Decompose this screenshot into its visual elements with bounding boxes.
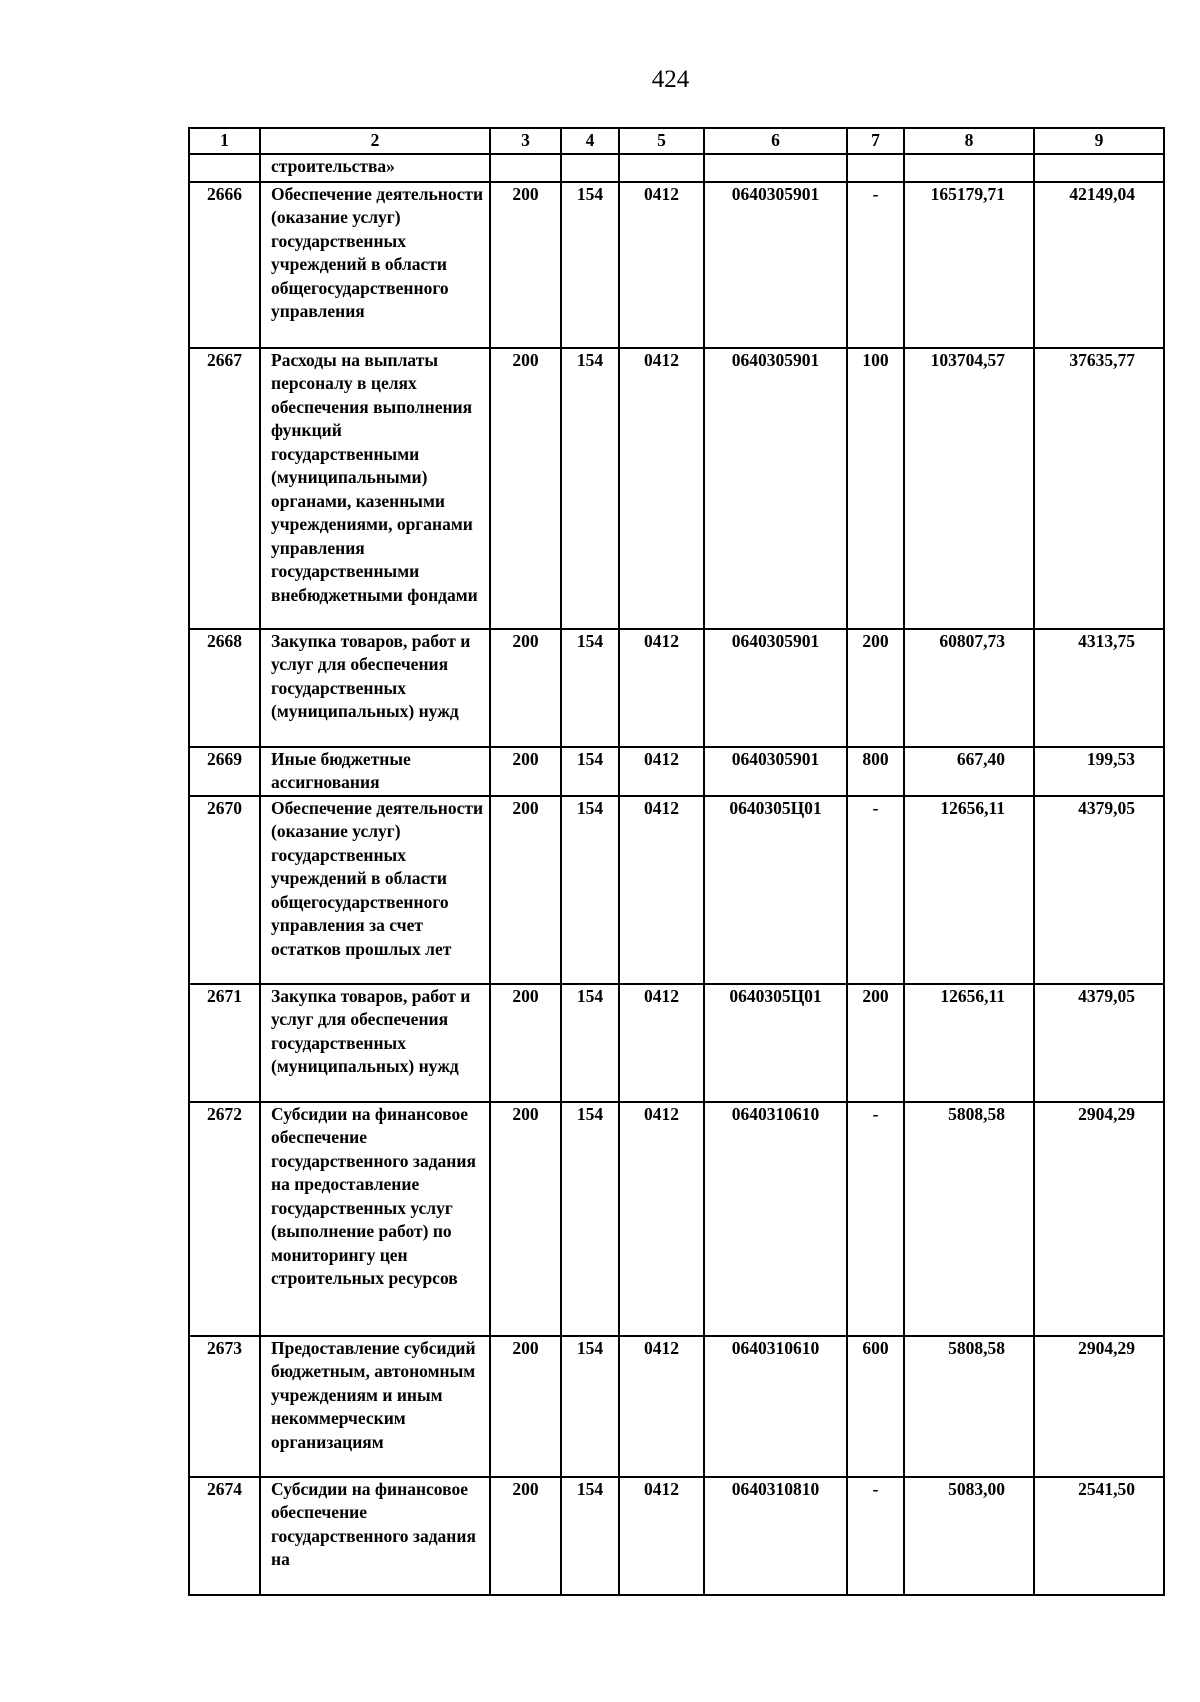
row-col-4: 154 (561, 629, 619, 747)
row-col-5: 0412 (619, 984, 704, 1102)
header-cell-3: 3 (490, 128, 561, 154)
header-cell-4: 4 (561, 128, 619, 154)
table-row (189, 747, 1164, 796)
row-col-6: 0640305Ц01 (704, 984, 847, 1102)
row-number: 2667 (189, 348, 260, 629)
row-name: Субсидии на финансовое обеспечение государственного задания на (260, 1477, 490, 1595)
row-col-3: 200 (490, 1477, 561, 1595)
row-col-9: 37635,77 (1034, 348, 1164, 629)
row-col-8: 12656,11 (904, 796, 1034, 984)
row-col-4: 154 (561, 182, 619, 348)
row-name: Закупка товаров, работ и услуг для обеспечения государственных (муниципальных) нужд (260, 629, 490, 747)
row-number: 2673 (189, 1336, 260, 1477)
row-col-7 (847, 154, 904, 182)
row-name: Расходы на выплаты персоналу в целях обеспечения выполнения функций государственными (муниципальными) органами, казенными учреждениями, органами управления государственными внебюджетными фондами (260, 348, 490, 629)
row-col-5: 0412 (619, 796, 704, 984)
row-col-8 (904, 154, 1034, 182)
row-col-7: 800 (847, 747, 904, 796)
row-col-3 (490, 154, 561, 182)
header-cell-1: 1 (189, 128, 260, 154)
row-col-8: 5808,58 (904, 1102, 1034, 1336)
table-row (189, 629, 1164, 747)
row-col-9: 42149,04 (1034, 182, 1164, 348)
table-row (189, 1102, 1164, 1336)
row-col-4: 154 (561, 984, 619, 1102)
row-col-6: 0640305901 (704, 747, 847, 796)
row-col-3: 200 (490, 796, 561, 984)
row-col-9: 2904,29 (1034, 1102, 1164, 1336)
row-col-3: 200 (490, 1102, 561, 1336)
row-col-8: 5083,00 (904, 1477, 1034, 1595)
row-number (189, 154, 260, 182)
table-row (189, 1477, 1164, 1595)
row-col-3: 200 (490, 348, 561, 629)
row-col-4: 154 (561, 796, 619, 984)
row-col-8: 5808,58 (904, 1336, 1034, 1477)
row-number: 2670 (189, 796, 260, 984)
row-col-7: - (847, 182, 904, 348)
row-col-9 (1034, 154, 1164, 182)
table-row (189, 182, 1164, 348)
row-col-6: 0640310610 (704, 1336, 847, 1477)
row-col-4: 154 (561, 1477, 619, 1595)
row-col-3: 200 (490, 629, 561, 747)
row-name: Иные бюджетные ассигнования (260, 747, 490, 796)
row-col-6 (704, 154, 847, 182)
row-number: 2669 (189, 747, 260, 796)
row-col-6: 0640305901 (704, 182, 847, 348)
row-col-7: 200 (847, 984, 904, 1102)
row-col-7: 100 (847, 348, 904, 629)
row-col-7: - (847, 796, 904, 984)
row-col-5: 0412 (619, 629, 704, 747)
row-col-3: 200 (490, 1336, 561, 1477)
row-col-6: 0640305Ц01 (704, 796, 847, 984)
row-number: 2671 (189, 984, 260, 1102)
row-number: 2672 (189, 1102, 260, 1336)
row-name: Обеспечение деятельности (оказание услуг) государственных учреждений в области общегосударственного управления (260, 182, 490, 348)
header-cell-5: 5 (619, 128, 704, 154)
row-col-7: 600 (847, 1336, 904, 1477)
row-col-9: 2541,50 (1034, 1477, 1164, 1595)
header-cell-6: 6 (704, 128, 847, 154)
table-header-row (189, 128, 1164, 154)
table-row (189, 984, 1164, 1102)
budget-table (188, 127, 1165, 1596)
table-row (189, 796, 1164, 984)
row-col-4: 154 (561, 1336, 619, 1477)
row-col-3: 200 (490, 747, 561, 796)
row-col-9: 4379,05 (1034, 984, 1164, 1102)
row-col-5 (619, 154, 704, 182)
row-col-5: 0412 (619, 1477, 704, 1595)
row-col-8: 165179,71 (904, 182, 1034, 348)
header-cell-8: 8 (904, 128, 1034, 154)
row-col-6: 0640310810 (704, 1477, 847, 1595)
row-name: Субсидии на финансовое обеспечение государственного задания на предоставление государственных услуг (выполнение работ) по мониторингу цен строительных ресурсов (260, 1102, 490, 1336)
row-number: 2666 (189, 182, 260, 348)
row-col-4: 154 (561, 1102, 619, 1336)
row-col-6: 0640305901 (704, 348, 847, 629)
row-col-5: 0412 (619, 1102, 704, 1336)
row-col-5: 0412 (619, 182, 704, 348)
row-col-8: 60807,73 (904, 629, 1034, 747)
row-name: Закупка товаров, работ и услуг для обеспечения государственных (муниципальных) нужд (260, 984, 490, 1102)
row-col-8: 667,40 (904, 747, 1034, 796)
row-col-7: 200 (847, 629, 904, 747)
header-cell-7: 7 (847, 128, 904, 154)
row-col-4 (561, 154, 619, 182)
row-col-9: 2904,29 (1034, 1336, 1164, 1477)
table-row (189, 348, 1164, 629)
row-col-3: 200 (490, 984, 561, 1102)
header-cell-9: 9 (1034, 128, 1164, 154)
row-col-7: - (847, 1477, 904, 1595)
row-col-7: - (847, 1102, 904, 1336)
row-number: 2668 (189, 629, 260, 747)
row-col-8: 103704,57 (904, 348, 1034, 629)
table-row (189, 154, 1164, 182)
row-col-5: 0412 (619, 1336, 704, 1477)
row-col-8: 12656,11 (904, 984, 1034, 1102)
row-name: строительства» (260, 154, 490, 182)
row-name: Предоставление субсидий бюджетным, автономным учреждениям и иным некоммерческим организациям (260, 1336, 490, 1477)
page-number: 424 (651, 66, 690, 93)
row-col-9: 4313,75 (1034, 629, 1164, 747)
row-col-5: 0412 (619, 348, 704, 629)
table-row (189, 1336, 1164, 1477)
row-col-3: 200 (490, 182, 561, 348)
row-col-5: 0412 (619, 747, 704, 796)
header-cell-2: 2 (260, 128, 490, 154)
row-col-6: 0640305901 (704, 629, 847, 747)
row-col-6: 0640310610 (704, 1102, 847, 1336)
row-col-4: 154 (561, 348, 619, 629)
row-col-4: 154 (561, 747, 619, 796)
row-name: Обеспечение деятельности (оказание услуг) государственных учреждений в области общегосударственного управления за счет остатков прошлых лет (260, 796, 490, 984)
row-col-9: 4379,05 (1034, 796, 1164, 984)
row-number: 2674 (189, 1477, 260, 1595)
row-col-9: 199,53 (1034, 747, 1164, 796)
